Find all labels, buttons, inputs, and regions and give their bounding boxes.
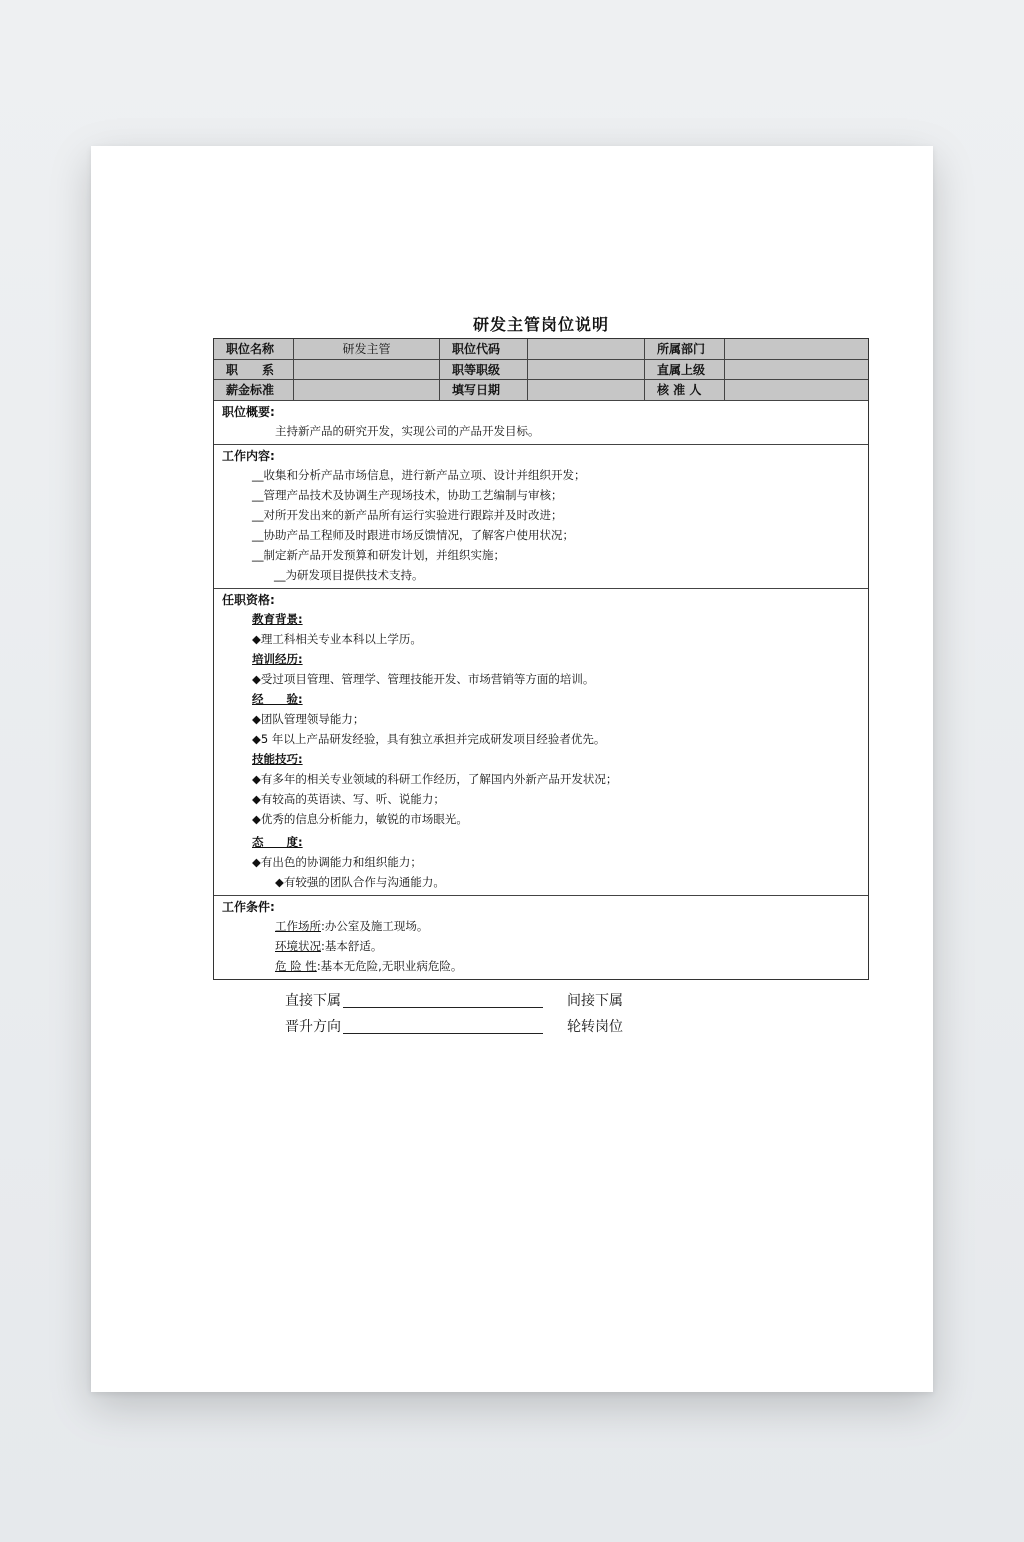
environment-label: 环境状况 (275, 938, 321, 953)
environment-row (222, 936, 868, 956)
department-value (725, 339, 868, 360)
footer-row-subordinates (285, 988, 623, 1014)
conditions-title: 工作条件: (222, 899, 275, 914)
list-item: ◆有较高的英语读、写、听、说能力； (252, 791, 445, 806)
document-title: 研发主管岗位说明 (472, 315, 609, 334)
approver-value (725, 380, 868, 401)
attitude-heading: 态 度: (252, 834, 303, 849)
direct-subordinate-field[interactable] (343, 988, 543, 1008)
overview-title: 职位概要: (222, 404, 275, 419)
job-grade-value (528, 360, 645, 381)
job-code-label: 职位代码 (440, 339, 528, 360)
overview-section (214, 401, 868, 445)
qualifications-section (214, 589, 868, 896)
work-place-row (222, 916, 868, 936)
salary-value (294, 380, 440, 401)
job-name-value: 研发主管 (294, 339, 440, 360)
list-item: ◆优秀的信息分析能力，敏锐的市场眼光。 (252, 811, 468, 826)
qualifications-title: 任职资格: (222, 592, 275, 607)
list-item: __对所开发出来的新产品所有运行实验进行跟踪并及时改进； (252, 507, 563, 522)
list-item: ◆有出色的协调能力和组织能力； (252, 854, 422, 869)
list-item: __为研发项目提供技术支持。 (274, 567, 424, 582)
overview-text: 主持新产品的研究开发，实现公司的产品开发目标。 (275, 423, 540, 438)
salary-label: 薪金标准 (214, 380, 294, 401)
document-page (91, 146, 933, 1392)
danger-label: 危 险 性 (275, 958, 317, 973)
list-item: ◆有较强的团队合作与沟通能力。 (275, 874, 445, 889)
promotion-label: 晋升方向 (285, 1019, 341, 1035)
supervisor-value (725, 360, 868, 381)
footer-row-career (285, 1014, 623, 1040)
training-heading: 培训经历: (252, 651, 303, 666)
work-content-title: 工作内容: (222, 448, 275, 463)
fill-date-value (528, 380, 645, 401)
list-item: ◆有多年的相关专业领域的科研工作经历，了解国内外新产品开发状况； (252, 771, 618, 786)
fill-date-label: 填写日期 (440, 380, 528, 401)
list-item: ◆理工科相关专业本科以上学历。 (252, 631, 422, 646)
education-heading: 教育背景: (252, 611, 303, 626)
job-grade-label: 职等职级 (440, 360, 528, 381)
job-family-label: 职 系 (214, 360, 294, 381)
list-item: ◆团队管理领导能力； (252, 711, 365, 726)
work-place-value: :办公室及施工现场。 (321, 918, 429, 933)
approver-label: 核 准 人 (645, 380, 725, 401)
direct-subordinate-label: 直接下属 (285, 993, 341, 1009)
job-name-label: 职位名称 (214, 339, 294, 360)
indirect-subordinate-label: 间接下属 (567, 993, 623, 1009)
header-grid (214, 339, 868, 401)
job-family-value (294, 360, 440, 381)
work-content-section (214, 445, 868, 589)
job-description-form (213, 338, 869, 980)
job-code-value (528, 339, 645, 360)
department-label: 所属部门 (645, 339, 725, 360)
skills-heading: 技能技巧: (252, 751, 303, 766)
list-item: __制定新产品开发预算和研发计划，并组织实施； (252, 547, 505, 562)
list-item: __收集和分析产品市场信息，进行新产品立项、设计并组织开发； (252, 467, 586, 482)
work-place-label: 工作场所 (275, 918, 321, 933)
danger-value: :基本无危险,无职业病危险。 (316, 958, 463, 973)
supervisor-label: 直属上级 (645, 360, 725, 381)
promotion-field[interactable] (343, 1014, 543, 1034)
list-item: ◆受过项目管理、管理学、管理技能开发、市场营销等方面的培训。 (252, 671, 595, 686)
environment-value: :基本舒适。 (321, 938, 383, 953)
danger-row (222, 956, 868, 976)
rotation-label: 轮转岗位 (567, 1019, 623, 1035)
list-item: ◆5 年以上产品研发经验，具有独立承担并完成研发项目经验者优先。 (252, 731, 606, 746)
list-item: __管理产品技术及协调生产现场技术，协助工艺编制与审核； (252, 487, 563, 502)
list-item: __协助产品工程师及时跟进市场反馈情况，了解客户使用状况； (252, 527, 574, 542)
footer-fields (285, 988, 623, 1040)
experience-heading: 经 验: (252, 691, 303, 706)
conditions-section (214, 896, 868, 979)
